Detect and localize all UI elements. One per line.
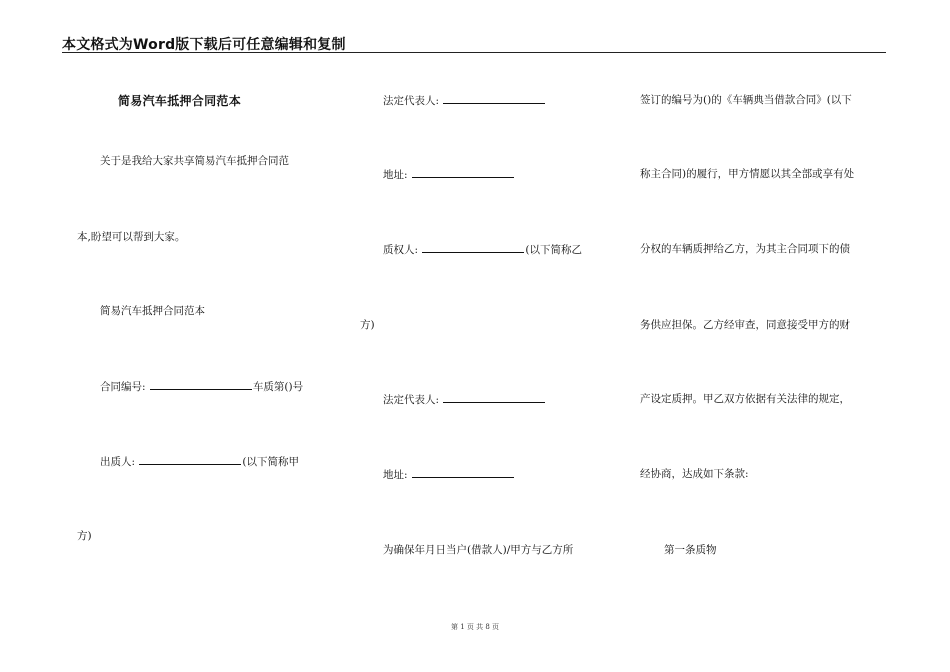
legal-representative-line-2 <box>383 392 546 407</box>
intro-line-1: 关于是我给大家共享简易汽车抵押合同范 <box>100 155 289 167</box>
body-line-4: 务供应担保。乙方经审查，同意接受甲方的财 <box>640 319 850 331</box>
pledgee-wrap: 方) <box>360 319 375 331</box>
address-blank-2 <box>412 467 514 478</box>
intro-line-2: 本,盼望可以帮到大家。 <box>77 231 186 243</box>
pledgee-suffix: (以下简称乙 <box>525 244 582 256</box>
address-blank-1 <box>412 167 514 178</box>
body-line-6: 经协商，达成如下条款: <box>640 468 749 480</box>
address-line-1 <box>383 167 515 182</box>
document-header-title: 本文格式为Word版下载后可任意编辑和复制 <box>62 37 346 53</box>
contract-number-label: 合同编号: <box>100 381 146 393</box>
address-label-1: 地址: <box>383 169 408 181</box>
body-line-5: 产设定质押。甲乙双方依据有关法律的规定， <box>640 393 850 405</box>
contract-number-blank <box>150 379 252 390</box>
pledgor-line <box>100 454 299 469</box>
address-label-2: 地址: <box>383 469 408 481</box>
contract-number-suffix: 车质第()号 <box>252 381 304 393</box>
pledgor-suffix: (以下简称甲 <box>242 456 299 468</box>
contract-number-line <box>100 379 303 394</box>
header-divider <box>62 52 886 53</box>
contract-subtitle: 简易汽车抵押合同范本 <box>100 305 205 317</box>
pledgor-wrap: 方) <box>77 530 92 542</box>
pledgor-blank <box>139 454 241 465</box>
address-line-2 <box>383 467 515 482</box>
body-line-1: 签订的编号为()的《车辆典当借款合同》(以下 <box>640 94 852 106</box>
body-line-3: 分权的车辆质押给乙方，为其主合同项下的债 <box>640 243 850 255</box>
page-number: 第 1 页 共 8 页 <box>450 623 500 631</box>
body-line-2: 称主合同)的履行，甲方情愿以其全部或享有处 <box>640 168 855 180</box>
pledgee-blank <box>422 242 524 253</box>
pledgor-label: 出质人: <box>100 456 136 468</box>
pledgee-label: 质权人: <box>383 244 419 256</box>
article-1-heading: 第一条质物 <box>664 544 717 556</box>
legal-representative-blank-2 <box>443 392 545 403</box>
contract-title: 简易汽车抵押合同范本 <box>118 94 242 108</box>
legal-representative-blank-1 <box>443 93 545 104</box>
legal-representative-label-2: 法定代表人: <box>383 394 440 406</box>
legal-representative-line-1 <box>383 93 546 108</box>
legal-representative-label-1: 法定代表人: <box>383 95 440 107</box>
purpose-line: 为确保年月日当户(借款人)/甲方与乙方所 <box>383 544 574 556</box>
pledgee-line <box>383 242 582 257</box>
